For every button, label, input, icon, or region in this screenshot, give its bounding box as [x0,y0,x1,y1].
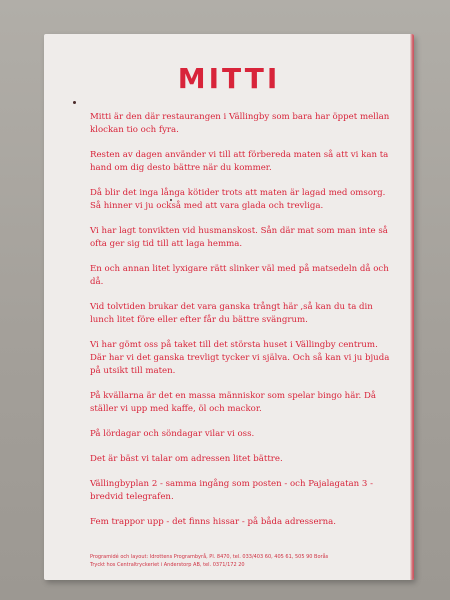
paragraph: Mitti är den där restaurangen i Vällingby som bara har öppet mellan klockan tio och fyra. [90,112,390,136]
booklet-spine-edge [410,34,414,580]
booklet-back-page [44,34,414,580]
printer-credits [90,554,400,569]
paragraph: Vid tolvtiden brukar det vara ganska trångt här ,så kan du ta din lunch litet före eller efter får du bättre svängrum. [90,302,373,326]
body-text [90,111,396,541]
paragraph: Vällingbyplan 2 - samma ingång som posten - och Pajalagatan 3 - bredvid telegrafen. [90,478,374,502]
paragraph: På lördagar och söndagar vilar vi oss. [90,429,255,440]
paragraph: En och annan litet lyxigare rätt slinker väl med på matsedeln då och då. [90,264,389,288]
paragraph: På kvällarna är det en massa människor som spelar bingo här. Då ställer vi upp med kaffe, öl och mackor. [90,391,376,415]
paper-mark [73,101,76,104]
paragraph: Vi har lagt tonvikten vid husmanskost. Sån där mat som man inte så ofta ger sig tid till att laga hemma. [90,226,388,250]
paragraph: Fem trappor upp - det finns hissar - på båda adresserna. [90,516,337,527]
page-title: MITTI [177,62,281,95]
credit-line: Tryckt hos Centraltryckeriet i Anderstorp AB, tel. 0371/172 20 [90,561,245,568]
paragraph: Vi har gömt oss på taket till det största huset i Vällingby centrum. Där har vi det ganska trevligt tycker vi själva. Och så kan vi ju bjuda på utsikt till maten. [90,340,390,377]
paragraph: Resten av dagen använder vi till att förbereda maten så att vi kan ta hand om dig desto bättre när du kommer. [90,150,389,174]
paragraph: Då blir det inga långa kötider trots att maten är lagad med omsorg. Så hinner vi ju också med att vara glada och trevliga. [90,188,386,212]
paragraph: Det är bäst vi talar om adressen litet bättre. [90,454,283,464]
credit-line: Programidé och layout: Idrottens Programbyrå, Pl. 8470, tel. 033/403 60, 405 61, 505 90 Borås [90,554,329,560]
